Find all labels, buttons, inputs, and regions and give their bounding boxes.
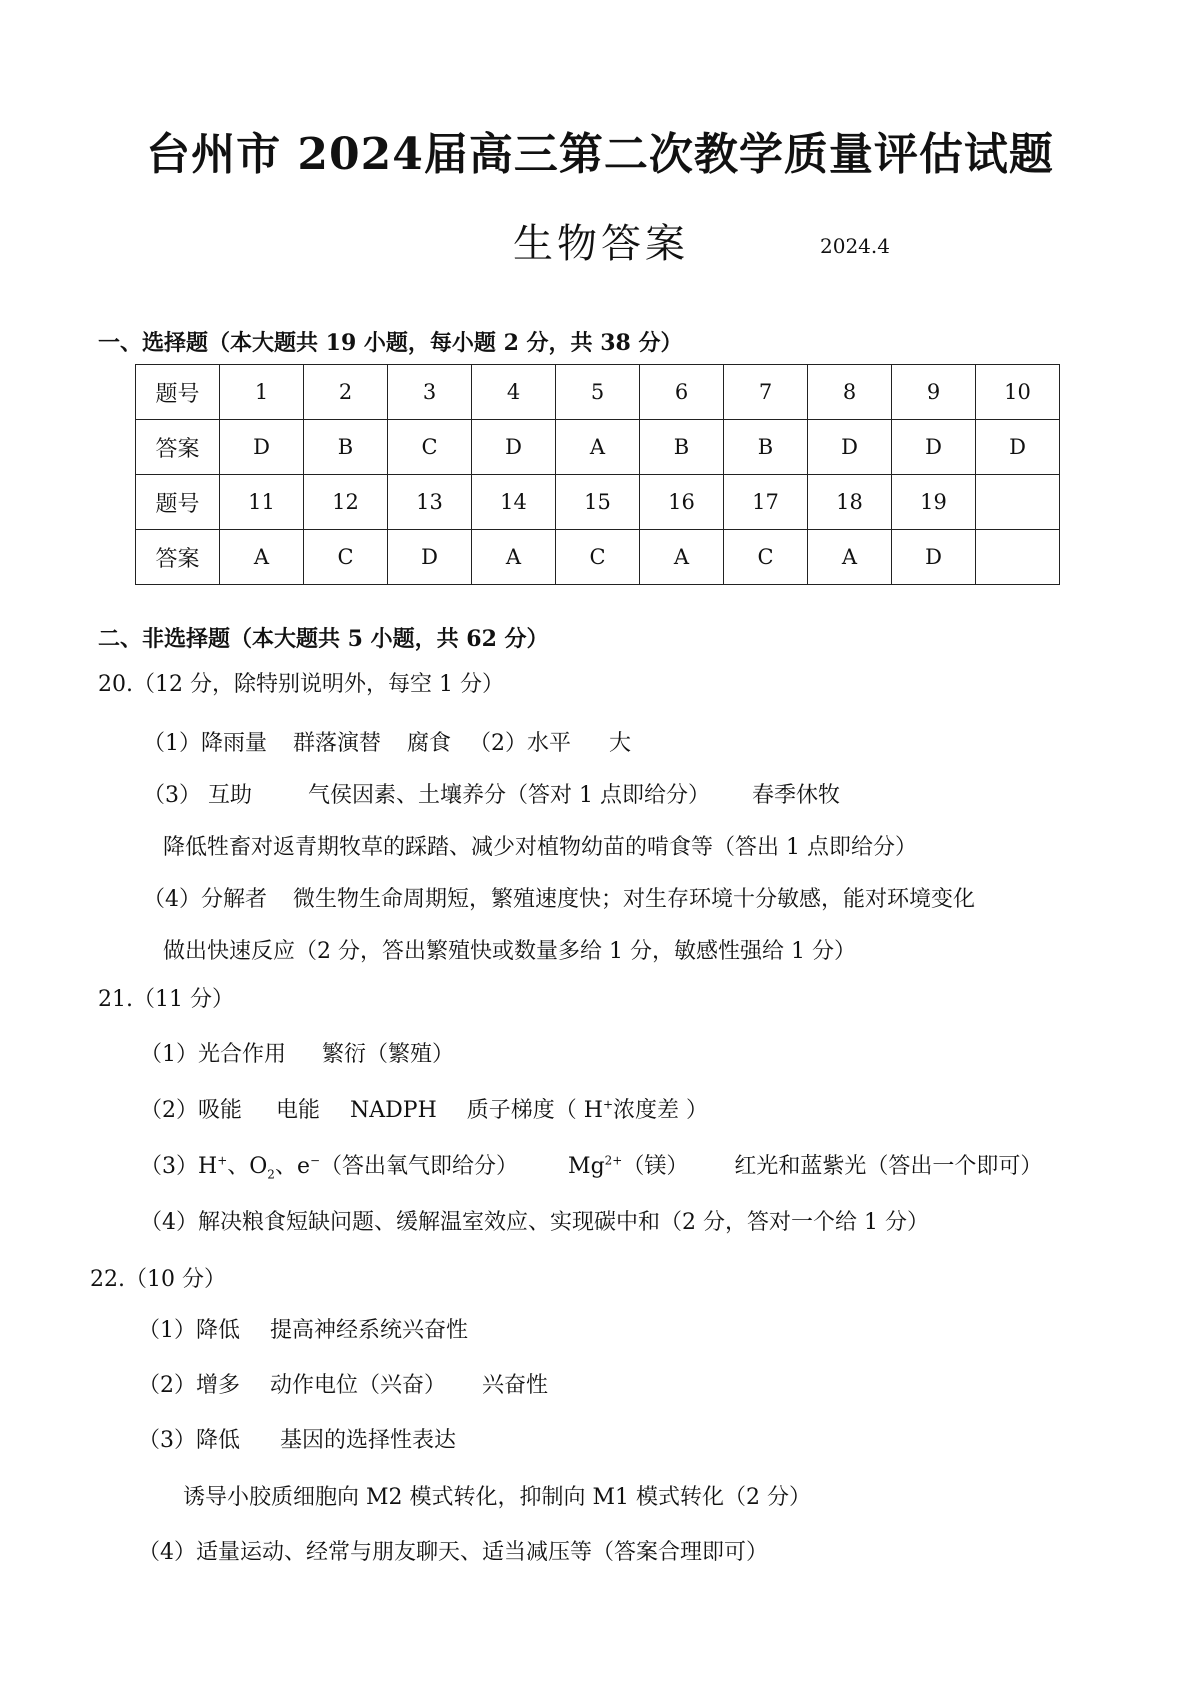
answer-table-row	[136, 475, 1060, 530]
answer-table-row	[136, 365, 1060, 420]
q20-line-5: 做出快速反应（2 分，答出繁殖快或数量多给 1 分，敏感性强给 1 分）	[163, 939, 856, 964]
answer-table-row	[136, 420, 1060, 475]
answer-table-row-label: 答案	[136, 530, 220, 585]
answer-table-cell: 2	[304, 365, 388, 420]
answer-table-cell: C	[388, 420, 472, 475]
answer-table-cell: 11	[220, 475, 304, 530]
q22-line-1	[138, 1313, 468, 1344]
answer-table-cell: 10	[976, 365, 1060, 420]
answer-table-cell	[976, 530, 1060, 585]
q21-3-c-sup: −	[309, 1153, 321, 1168]
answer-table-cell: A	[640, 530, 724, 585]
q21-line-4: （4）解决粮食短缺问题、缓解温室效应、实现碳中和（2 分，答对一个给 1 分）	[140, 1210, 929, 1235]
q21-2-e: 浓度差 ）	[613, 1098, 709, 1123]
q20-line-2	[143, 778, 840, 809]
answer-table	[135, 364, 1060, 585]
answer-table-cell: 12	[304, 475, 388, 530]
q21-3-d: （答出氧气即给分）	[320, 1154, 519, 1179]
answer-table-cell: 6	[640, 365, 724, 420]
q20-2-b: 气侯因素、土壤养分（答对 1 点即给分）	[308, 783, 710, 808]
q21-2-d: 质子梯度（ H	[466, 1098, 603, 1123]
q20-4-a: （4）分解者	[143, 887, 267, 912]
q21-2-a: （2）吸能	[140, 1098, 242, 1123]
q21-3-f: （镁）	[622, 1154, 689, 1179]
answer-table-cell: D	[892, 530, 976, 585]
answer-table-cell: A	[220, 530, 304, 585]
answer-table-cell: D	[808, 420, 892, 475]
q22-line-4: 诱导小胶质细胞向 M2 模式转化，抑制向 M1 模式转化（2 分）	[183, 1485, 812, 1510]
q20-line-1	[143, 726, 631, 757]
q22-line-5: （4）适量运动、经常与朋友聊天、适当减压等（答案合理即可）	[138, 1540, 768, 1565]
answer-table-cell: 17	[724, 475, 808, 530]
answer-table-cell: C	[556, 530, 640, 585]
document-title: 台州市 2024届高三第二次教学质量评估试题	[146, 129, 1054, 180]
answer-table-cell: B	[724, 420, 808, 475]
q21-3-e-sup: 2+	[604, 1153, 623, 1168]
answer-table-cell: 9	[892, 365, 976, 420]
q21-1-b: 繁衍（繁殖）	[322, 1042, 455, 1067]
q20-2-c: 春季休牧	[752, 783, 841, 808]
q21-line-1	[140, 1037, 454, 1068]
answer-table-cell: A	[808, 530, 892, 585]
answer-table-cell	[976, 475, 1060, 530]
q22-2-c: 兴奋性	[482, 1373, 549, 1398]
answer-table-cell: 14	[472, 475, 556, 530]
q21-3-a-sup: +	[217, 1153, 228, 1168]
q21-3-a: （3）H	[140, 1154, 218, 1179]
q22-1-a: （1）降低	[138, 1318, 240, 1343]
answer-table-cell: 4	[472, 365, 556, 420]
q21-3-b: 、O	[227, 1154, 268, 1179]
q22-heading: 22.（10 分）	[90, 1267, 226, 1292]
section1-heading: 一、选择题（本大题共 19 小题，每小题 2 分，共 38 分）	[98, 330, 683, 356]
subtitle: 生物答案	[513, 221, 689, 267]
q20-line-3: 降低牲畜对返青期牧草的踩踏、减少对植物幼苗的啃食等（答出 1 点即给分）	[163, 835, 917, 860]
q20-heading: 20.（12 分，除特别说明外，每空 1 分）	[98, 672, 504, 697]
q21-3-e: Mg	[568, 1154, 605, 1179]
answer-table-cell: 3	[388, 365, 472, 420]
answer-table-cell: B	[640, 420, 724, 475]
q21-2-b: 电能	[276, 1098, 321, 1123]
q22-3-b: 基因的选择性表达	[280, 1428, 457, 1453]
q20-line-4	[143, 882, 975, 913]
section2-heading: 二、非选择题（本大题共 5 小题，共 62 分）	[98, 626, 549, 652]
q20-1-b: 群落演替	[293, 731, 382, 756]
answer-table-row	[136, 530, 1060, 585]
q22-2-a: （2）增多	[138, 1373, 240, 1398]
q21-line-3	[140, 1149, 1042, 1180]
answer-table-row-label: 题号	[136, 365, 220, 420]
q21-1-a: （1）光合作用	[140, 1042, 286, 1067]
q22-1-b: 提高神经系统兴奋性	[270, 1318, 469, 1343]
answer-table-row-label: 题号	[136, 475, 220, 530]
q20-1-c: 腐食	[407, 731, 452, 756]
answer-table-cell: D	[220, 420, 304, 475]
q20-2-a: （3） 互助	[143, 783, 252, 808]
answer-table-cell: 16	[640, 475, 724, 530]
answer-table-cell: 19	[892, 475, 976, 530]
q21-line-2	[140, 1093, 708, 1124]
q21-3-g: 红光和蓝紫光（答出一个即可）	[734, 1154, 1043, 1179]
answer-table-cell: D	[892, 420, 976, 475]
q20-1-a: （1）降雨量	[143, 731, 267, 756]
q21-3-c: 、e	[274, 1154, 310, 1179]
q22-3-a: （3）降低	[138, 1428, 240, 1453]
answer-table-cell: 8	[808, 365, 892, 420]
answer-table-cell: D	[472, 420, 556, 475]
answer-table-cell: 18	[808, 475, 892, 530]
answer-table-cell: 15	[556, 475, 640, 530]
answer-table-cell: D	[976, 420, 1060, 475]
date: 2024.4	[820, 234, 890, 258]
q20-1-d: （2）水平	[469, 731, 572, 756]
answer-table-cell: A	[472, 530, 556, 585]
q20-4-b: 微生物生命周期短，繁殖速度快；对生存环境十分敏感，能对环境变化	[293, 887, 976, 912]
q22-2-b: 动作电位（兴奋）	[270, 1373, 447, 1398]
q20-1-e: 大	[609, 731, 632, 756]
answer-table-cell: C	[724, 530, 808, 585]
answer-table-cell: C	[304, 530, 388, 585]
q21-2-c: NADPH	[350, 1098, 437, 1123]
q22-line-2	[138, 1368, 548, 1399]
answer-table-cell: B	[304, 420, 388, 475]
q21-3-b-sub: 2	[267, 1167, 275, 1182]
answer-table-cell: 7	[724, 365, 808, 420]
answer-table-cell: D	[388, 530, 472, 585]
answer-table-cell: 13	[388, 475, 472, 530]
answer-table-row-label: 答案	[136, 420, 220, 475]
q21-2-d-sup: +	[602, 1097, 614, 1112]
answer-table-cell: A	[556, 420, 640, 475]
q21-heading: 21.（11 分）	[98, 987, 234, 1012]
answer-table-cell: 5	[556, 365, 640, 420]
q22-line-3	[138, 1423, 456, 1454]
answer-table-cell: 1	[220, 365, 304, 420]
